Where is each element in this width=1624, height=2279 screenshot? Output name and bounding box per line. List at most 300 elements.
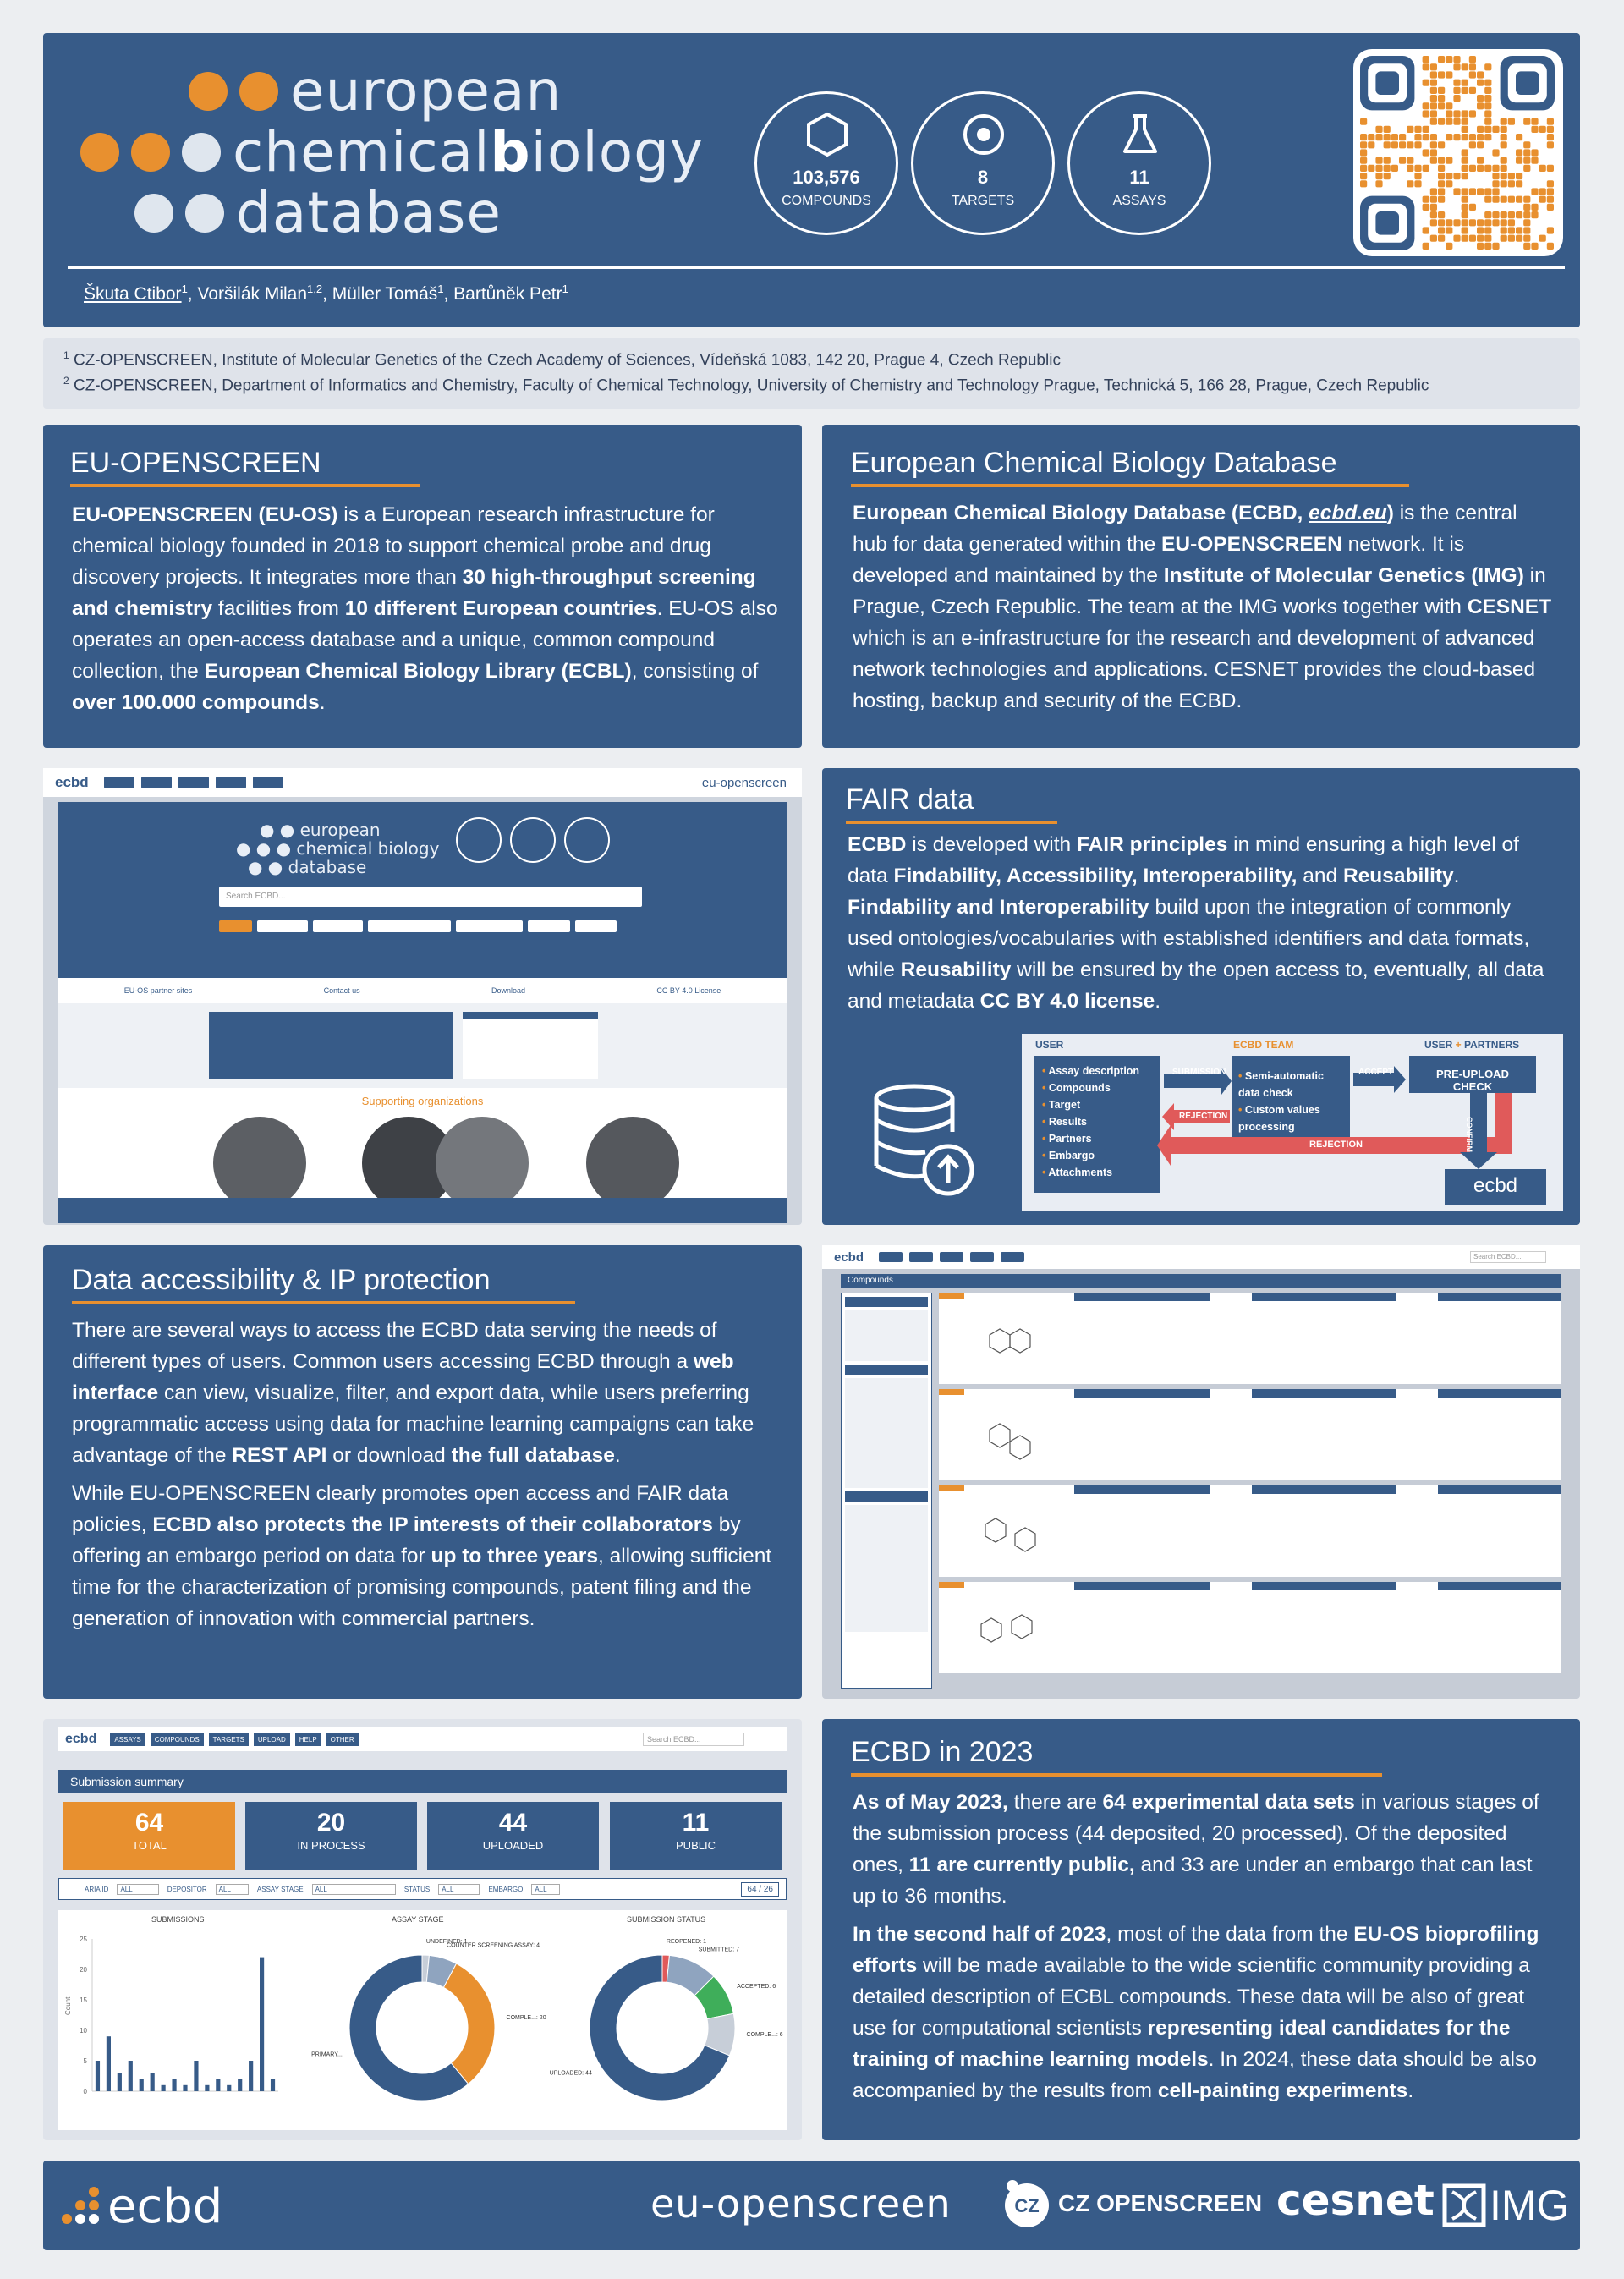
qr-module bbox=[1531, 126, 1538, 133]
qr-module bbox=[1414, 180, 1421, 187]
qr-module bbox=[1430, 102, 1437, 109]
qr-module bbox=[1492, 219, 1499, 226]
qr-module bbox=[1484, 211, 1491, 218]
qr-module bbox=[1501, 219, 1507, 226]
qr-module bbox=[1469, 56, 1476, 63]
stat-label: TARGETS bbox=[951, 194, 1015, 208]
panel-data-access bbox=[43, 1245, 802, 1699]
qr-module bbox=[1508, 180, 1515, 187]
bar bbox=[194, 2061, 198, 2091]
mini-search-input[interactable]: Search ECBD... bbox=[1470, 1251, 1546, 1263]
slice-label: UPLOADED: 44 bbox=[549, 2070, 592, 2077]
slice-label: REOPENED: 1 bbox=[666, 1939, 706, 1946]
bar bbox=[151, 2073, 155, 2091]
chart-title: SUBMISSION STATUS bbox=[627, 1915, 706, 1924]
qr-module bbox=[1462, 196, 1468, 203]
filter-select[interactable]: ALL bbox=[312, 1884, 396, 1895]
qr-module bbox=[1384, 126, 1391, 133]
author-affil: 1,2 bbox=[307, 283, 323, 295]
paragraph: As of May 2023, there are 64 experimental data sets in various stages of the submission process (44 deposited, 20 processed). Of the deposited ones, 11 are currently public, and 33 are under an embargo that can last up to 36 months. bbox=[853, 1791, 1539, 1908]
qr-module bbox=[1438, 165, 1445, 172]
affil-number: 1 bbox=[63, 349, 69, 361]
mini-navbar bbox=[43, 768, 802, 797]
flow-item: • Semi-automatic data check bbox=[1238, 1068, 1343, 1101]
filter-label: ASSAY STAGE bbox=[256, 1885, 304, 1893]
qr-module bbox=[1501, 173, 1507, 179]
y-axis-label: Count bbox=[64, 1996, 72, 2015]
author-name: Voršilák Milan bbox=[197, 284, 308, 304]
qr-module bbox=[1484, 95, 1491, 102]
qr-module bbox=[1531, 149, 1538, 156]
qr-module bbox=[1446, 110, 1452, 117]
qr-module bbox=[1501, 126, 1507, 133]
qr-finder-core bbox=[1375, 211, 1399, 235]
qr-module bbox=[1531, 243, 1538, 250]
title-underline bbox=[846, 821, 1057, 824]
author-list: Škuta Ctibor$^1$, Voršilák Milan$^{1,2}$, Müller Tomáš$^1$, Bartůněk Petr$^1$ bbox=[84, 283, 568, 304]
logo-word-iology: iology bbox=[530, 119, 705, 184]
mini-link[interactable]: CC BY 4.0 License bbox=[656, 986, 721, 995]
mini-card-details bbox=[939, 1293, 1561, 1673]
qr-module bbox=[1469, 165, 1476, 172]
qr-module bbox=[1423, 63, 1429, 70]
panel-title: EU-OPENSCREEN bbox=[70, 447, 321, 479]
mini-tag-row bbox=[219, 920, 617, 932]
qr-module bbox=[1423, 126, 1429, 133]
flow-item: • Attachments bbox=[1042, 1164, 1152, 1181]
flow-item: • Compounds bbox=[1042, 1079, 1152, 1096]
stat-targets bbox=[911, 91, 1055, 235]
flow-item: • Assay description bbox=[1042, 1063, 1152, 1079]
qr-module bbox=[1547, 180, 1554, 187]
mini-nav-button[interactable] bbox=[879, 1252, 903, 1262]
qr-module bbox=[1384, 165, 1391, 172]
qr-module bbox=[1477, 219, 1484, 226]
qr-module bbox=[1501, 227, 1507, 233]
qr-module bbox=[1501, 196, 1507, 203]
qr-module bbox=[1430, 134, 1437, 140]
logo-word-database: database bbox=[236, 180, 502, 245]
mini-nav-button[interactable] bbox=[141, 777, 172, 788]
qr-module bbox=[1423, 134, 1429, 140]
qr-module bbox=[1508, 219, 1515, 226]
qr-module bbox=[1539, 196, 1546, 203]
mini-section-bar: Compounds bbox=[841, 1274, 1561, 1288]
bar bbox=[238, 2079, 242, 2091]
qr-module bbox=[1423, 204, 1429, 211]
submission-label: SUBMISSION bbox=[1172, 1068, 1226, 1077]
qr-module bbox=[1423, 80, 1429, 86]
mini-nav-button[interactable]: ASSAYS bbox=[110, 1733, 145, 1746]
qr-module bbox=[1492, 126, 1499, 133]
filter-select[interactable]: ALL bbox=[216, 1884, 249, 1895]
card-value: 11 bbox=[682, 1809, 710, 1837]
qr-module bbox=[1484, 134, 1491, 140]
qr-module bbox=[1484, 80, 1491, 86]
qr-module bbox=[1501, 118, 1507, 125]
mini-nav-button[interactable] bbox=[178, 777, 209, 788]
title-underline bbox=[72, 1301, 575, 1304]
qr-module bbox=[1453, 56, 1460, 63]
qr-module bbox=[1516, 134, 1522, 140]
chart-title: ASSAY STAGE bbox=[392, 1915, 444, 1924]
qr-module bbox=[1469, 188, 1476, 195]
qr-module bbox=[1438, 235, 1445, 242]
chart-title: SUBMISSIONS bbox=[151, 1915, 205, 1924]
stat-compounds bbox=[754, 91, 898, 235]
qr-module bbox=[1423, 102, 1429, 109]
mini-news bbox=[58, 1003, 787, 1088]
mini-links-bar bbox=[58, 978, 787, 1003]
qr-module bbox=[1446, 243, 1452, 250]
footer-logo-text: CZ OPENSCREEN bbox=[1058, 2190, 1263, 2216]
qr-module bbox=[1423, 149, 1429, 156]
panel-eu-openscreen bbox=[43, 425, 802, 748]
mini-nav-button[interactable] bbox=[970, 1252, 994, 1262]
stat-value: 11 bbox=[1129, 167, 1149, 188]
qr-module bbox=[1462, 110, 1468, 117]
panel-fair bbox=[822, 768, 1580, 1225]
qr-module bbox=[1446, 180, 1452, 187]
ecbd-logo bbox=[80, 58, 723, 245]
mini-filter-sidebar bbox=[841, 1293, 932, 1689]
filter-select[interactable]: ALL bbox=[438, 1884, 480, 1895]
footer-logo-text: ecbd bbox=[107, 2179, 223, 2234]
qr-module bbox=[1384, 141, 1391, 148]
qr-module bbox=[1477, 80, 1484, 86]
qr-module bbox=[1462, 157, 1468, 164]
mini-stat bbox=[456, 817, 502, 863]
qr-module bbox=[1438, 95, 1445, 102]
panel-body: EU-OPENSCREEN (EU-OS) is a European research infrastructure for chemical biology founded in 2018 to support chemical probe and drug discovery projects. It integrates more than 30 high-throughput screening and chemistry facilities from 10 different European countries. EU-OS also operates an open-access database and a unique, common compound collection, the European Chemical Biology Library (ECBL), consisting of over 100.000 compounds. bbox=[72, 503, 778, 714]
card-label: UPLOADED bbox=[482, 1839, 544, 1852]
qr-module bbox=[1501, 141, 1507, 148]
mini-org-photo bbox=[213, 1117, 306, 1210]
qr-module bbox=[1399, 157, 1406, 164]
mini-link[interactable]: Contact us bbox=[323, 986, 360, 995]
cz-openscreen-icon bbox=[1001, 2177, 1053, 2230]
qr-module bbox=[1469, 71, 1476, 78]
qr-module bbox=[1523, 118, 1530, 125]
qr-module bbox=[1477, 134, 1484, 140]
qr-module bbox=[1523, 157, 1530, 164]
qr-module bbox=[1407, 165, 1413, 172]
qr-module bbox=[1438, 227, 1445, 233]
logo-dot bbox=[239, 72, 278, 111]
qr-module bbox=[1501, 134, 1507, 140]
qr-code[interactable] bbox=[1353, 49, 1563, 256]
filter-label: DEPOSITOR bbox=[167, 1885, 207, 1893]
qr-module bbox=[1523, 243, 1530, 250]
qr-module bbox=[1531, 211, 1538, 218]
qr-module bbox=[1547, 204, 1554, 211]
panel-ecbd-2023 bbox=[822, 1719, 1580, 2140]
summary-cards bbox=[63, 1802, 782, 1870]
qr-module bbox=[1453, 118, 1460, 125]
slice-label: ACCEPTED: 6 bbox=[737, 1983, 776, 1990]
confirm-label: CONFIRM bbox=[1465, 1117, 1473, 1152]
mini-nav-button[interactable] bbox=[909, 1252, 933, 1262]
author-name: Müller Tomáš bbox=[332, 284, 438, 304]
flow-item: • Target bbox=[1042, 1096, 1152, 1113]
slice-label: SUBMITTED: 7 bbox=[698, 1947, 739, 1953]
panel-title: European Chemical Biology Database bbox=[851, 447, 1337, 479]
mini-news-card bbox=[463, 1012, 598, 1079]
qr-module bbox=[1414, 134, 1421, 140]
flow-item: • Embargo bbox=[1042, 1147, 1152, 1164]
qr-module bbox=[1446, 157, 1452, 164]
panel-body bbox=[72, 1315, 782, 1641]
flow-partners-user: USER bbox=[1424, 1039, 1453, 1051]
qr-module bbox=[1399, 134, 1406, 140]
qr-module bbox=[1516, 235, 1522, 242]
filter-select[interactable]: ALL bbox=[117, 1884, 158, 1895]
qr-module bbox=[1360, 149, 1367, 156]
qr-module bbox=[1469, 110, 1476, 117]
qr-module bbox=[1469, 219, 1476, 226]
affiliation bbox=[63, 375, 1429, 395]
qr-module bbox=[1462, 149, 1468, 156]
card-value: 20 bbox=[316, 1809, 346, 1837]
mini-partner-logo: eu-openscreen bbox=[701, 775, 787, 790]
flow-team-label: ECBD TEAM bbox=[1233, 1039, 1294, 1051]
affil-number: 2 bbox=[63, 375, 69, 387]
qr-module bbox=[1391, 134, 1398, 140]
mini-navbar bbox=[58, 1727, 787, 1751]
qr-module bbox=[1446, 173, 1452, 179]
qr-module bbox=[1375, 157, 1382, 164]
logo-dot bbox=[134, 194, 173, 233]
mini-link[interactable]: Download bbox=[491, 986, 526, 995]
qr-module bbox=[1477, 102, 1484, 109]
qr-module bbox=[1430, 110, 1437, 117]
qr-module bbox=[1423, 227, 1429, 233]
mini-org-photo bbox=[436, 1117, 529, 1210]
qr-module bbox=[1477, 71, 1484, 78]
qr-module bbox=[1430, 204, 1437, 211]
qr-module bbox=[1438, 71, 1445, 78]
mini-search-input[interactable]: Search ECBD... bbox=[219, 887, 642, 907]
assay-stage-donut bbox=[304, 1922, 546, 2125]
summary-card-uploaded[interactable] bbox=[427, 1802, 599, 1870]
header-divider bbox=[68, 266, 1565, 269]
qr-module bbox=[1531, 118, 1538, 125]
qr-module bbox=[1492, 149, 1499, 156]
qr-module bbox=[1477, 227, 1484, 233]
filter-label: ARIA ID bbox=[85, 1885, 109, 1893]
qr-module bbox=[1375, 180, 1382, 187]
qr-module bbox=[1484, 196, 1491, 203]
qr-module bbox=[1462, 118, 1468, 125]
qr-module bbox=[1438, 219, 1445, 226]
rejection-small-label: REJECTION bbox=[1179, 1112, 1228, 1121]
qr-module bbox=[1360, 157, 1367, 164]
title-underline bbox=[70, 484, 420, 487]
title-underline bbox=[851, 484, 1409, 487]
qr-module bbox=[1492, 180, 1499, 187]
slice-label: COUNTER SCREENING ASSAY: 4 bbox=[447, 1942, 540, 1949]
mini-navbar bbox=[822, 1245, 1580, 1269]
qr-module bbox=[1516, 149, 1522, 156]
screenshot-compounds bbox=[822, 1245, 1580, 1699]
slice-label: COMPLE...: 6 bbox=[746, 2031, 783, 2038]
qr-module bbox=[1423, 110, 1429, 117]
summary-card-total[interactable] bbox=[63, 1802, 235, 1870]
qr-module bbox=[1423, 196, 1429, 203]
qr-module bbox=[1484, 227, 1491, 233]
bar bbox=[205, 2085, 209, 2091]
summary-card-public[interactable] bbox=[610, 1802, 782, 1870]
qr-module bbox=[1453, 110, 1460, 117]
submissions-bar-chart bbox=[58, 1922, 295, 2125]
qr-module bbox=[1453, 134, 1460, 140]
card-label: TOTAL bbox=[132, 1839, 167, 1852]
qr-module bbox=[1446, 227, 1452, 233]
mini-logo: ecbd bbox=[65, 1732, 97, 1746]
mini-nav-button[interactable]: OTHER bbox=[326, 1733, 359, 1746]
mini-nav-button[interactable] bbox=[216, 777, 246, 788]
panel-title: ECBD in 2023 bbox=[851, 1736, 1034, 1768]
qr-module bbox=[1523, 149, 1530, 156]
qr-module bbox=[1423, 56, 1429, 63]
qr-module bbox=[1375, 126, 1382, 133]
qr-module bbox=[1484, 243, 1491, 250]
workflow-diagram bbox=[1022, 1034, 1563, 1211]
qr-module bbox=[1484, 235, 1491, 242]
qr-module bbox=[1501, 180, 1507, 187]
qr-module bbox=[1477, 141, 1484, 148]
flow-partners-label bbox=[1424, 1039, 1519, 1051]
qr-module bbox=[1430, 95, 1437, 102]
logo-dot bbox=[185, 194, 224, 233]
qr-module bbox=[1430, 219, 1437, 226]
qr-module bbox=[1484, 110, 1491, 117]
mini-nav-button[interactable] bbox=[104, 777, 134, 788]
qr-module bbox=[1462, 211, 1468, 218]
qr-module bbox=[1407, 126, 1413, 133]
qr-module bbox=[1516, 173, 1522, 179]
qr-module bbox=[1484, 118, 1491, 125]
qr-module bbox=[1430, 211, 1437, 218]
qr-module bbox=[1547, 126, 1554, 133]
qr-module bbox=[1407, 157, 1413, 164]
hexagon-icon bbox=[804, 111, 851, 158]
qr-module bbox=[1453, 173, 1460, 179]
qr-module bbox=[1531, 157, 1538, 164]
mini-link[interactable]: EU-OS partner sites bbox=[123, 986, 193, 995]
qr-module bbox=[1438, 188, 1445, 195]
qr-module bbox=[1360, 134, 1367, 140]
qr-module bbox=[1523, 141, 1530, 148]
mini-nav-button[interactable]: UPLOAD bbox=[254, 1733, 290, 1746]
qr-module bbox=[1492, 165, 1499, 172]
qr-module bbox=[1430, 157, 1437, 164]
qr-module bbox=[1492, 196, 1499, 203]
qr-module bbox=[1368, 165, 1374, 172]
ecbd-dots-icon bbox=[60, 2183, 107, 2231]
qr-module bbox=[1523, 211, 1530, 218]
qr-module bbox=[1508, 211, 1515, 218]
mini-hero-logo: ● ● european ● ● ● chemical biology ● ● database bbox=[236, 820, 440, 877]
qr-module bbox=[1508, 118, 1515, 125]
qr-module bbox=[1391, 141, 1398, 148]
qr-module bbox=[1462, 126, 1468, 133]
paragraph: In the second half of 2023, most of the data from the EU-OS bioprofiling efforts will be made available to the wide scientific community providing a detailed description of ECBL compounds. These data will be also of great use for computational scientists representing ideal candidates for the training of machine learning models. In 2024, these data should be also accompanied by the results from cell-painting experiments. bbox=[853, 1923, 1539, 2102]
mini-nav-button[interactable]: HELP bbox=[295, 1733, 321, 1746]
qr-module bbox=[1547, 227, 1554, 233]
qr-module bbox=[1484, 63, 1491, 70]
qr-module bbox=[1469, 63, 1476, 70]
qr-module bbox=[1531, 204, 1538, 211]
qr-module bbox=[1438, 56, 1445, 63]
qr-module bbox=[1492, 243, 1499, 250]
mini-stat bbox=[564, 817, 610, 863]
qr-module bbox=[1360, 141, 1367, 148]
qr-module bbox=[1462, 165, 1468, 172]
qr-module bbox=[1501, 211, 1507, 218]
mini-nav-button[interactable]: COMPOUNDS bbox=[151, 1733, 204, 1746]
summary-card-in-process[interactable] bbox=[245, 1802, 417, 1870]
footer-logo-ecbd bbox=[60, 2179, 222, 2234]
qr-module bbox=[1462, 63, 1468, 70]
qr-module bbox=[1438, 118, 1445, 125]
qr-module bbox=[1516, 157, 1522, 164]
flow-partners-plus: + bbox=[1452, 1039, 1465, 1051]
mini-nav-button[interactable] bbox=[1001, 1252, 1024, 1262]
flow-item: • Custom values processing bbox=[1238, 1101, 1343, 1135]
screenshot-submission-summary bbox=[43, 1719, 802, 2140]
qr-module bbox=[1469, 235, 1476, 242]
card-value: 64 bbox=[134, 1809, 164, 1837]
qr-module bbox=[1462, 188, 1468, 195]
filter-select[interactable]: ALL bbox=[531, 1884, 559, 1895]
mini-nav-button[interactable] bbox=[253, 777, 283, 788]
mini-supporting-title: Supporting organizations bbox=[361, 1095, 484, 1107]
qr-module bbox=[1477, 188, 1484, 195]
qr-module bbox=[1462, 219, 1468, 226]
mini-search-input[interactable]: Search ECBD... bbox=[643, 1733, 744, 1746]
dna-icon bbox=[1442, 2183, 1486, 2227]
qr-module bbox=[1438, 102, 1445, 109]
qr-module bbox=[1469, 87, 1476, 94]
qr-module bbox=[1438, 196, 1445, 203]
affil-text: CZ-OPENSCREEN, Department of Informatics and Chemistry, Faculty of Chemical Technology, University of Chemistry and Technology Prague, Technická 5, 166 28, Prague, Czech Republic bbox=[73, 376, 1429, 395]
qr-finder-core bbox=[1375, 71, 1399, 95]
qr-module bbox=[1484, 165, 1491, 172]
mini-footer bbox=[58, 1198, 787, 1223]
qr-module bbox=[1462, 235, 1468, 242]
card-label: PUBLIC bbox=[676, 1839, 716, 1852]
y-tick-label: 10 bbox=[80, 2027, 87, 2035]
qr-module bbox=[1462, 87, 1468, 94]
panel-title: Data accessibility & IP protection bbox=[72, 1264, 491, 1296]
qr-module bbox=[1477, 95, 1484, 102]
author-affil: 1 bbox=[562, 283, 568, 295]
qr-module bbox=[1477, 243, 1484, 250]
mini-nav-button[interactable]: TARGETS bbox=[209, 1733, 249, 1746]
result-count: 64 / 26 bbox=[741, 1882, 779, 1897]
bar bbox=[129, 2061, 133, 2091]
qr-module bbox=[1469, 204, 1476, 211]
qr-module bbox=[1453, 219, 1460, 226]
qr-module bbox=[1430, 188, 1437, 195]
stat-label: COMPOUNDS bbox=[782, 194, 871, 208]
mini-nav-button[interactable] bbox=[940, 1252, 963, 1262]
qr-module bbox=[1453, 87, 1460, 94]
footer-logo-cesnet: cesnet bbox=[1276, 2176, 1435, 2225]
qr-module bbox=[1438, 157, 1445, 164]
qr-module bbox=[1547, 196, 1554, 203]
